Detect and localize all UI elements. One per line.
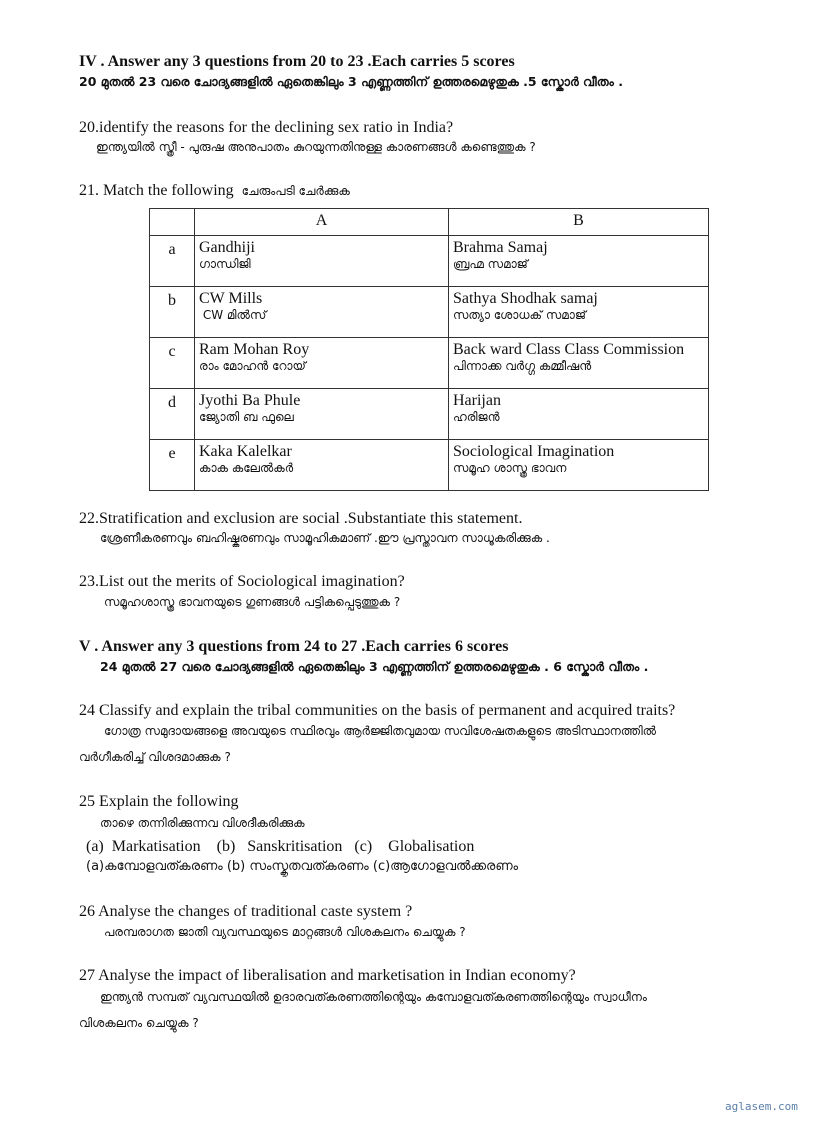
table-row <box>150 236 709 287</box>
section-5-heading: V . Answer any 3 questions from 24 to 27 .Each carries 6 scores <box>79 638 509 655</box>
column-b-cell <box>449 287 709 338</box>
b-ml: സത്യാ ശോധക് സമാജ് <box>453 308 586 322</box>
q20-text: 20.identify the reasons for the declining sex ratio in India? <box>79 119 454 136</box>
q21-text <box>79 182 350 200</box>
column-b-cell <box>449 338 709 389</box>
q22-text-ml: ശ്രേണീകരണവും ബഹിഷ്കരണവും സാമൂഹികമാണ് .ഈ പ്രസ്താവന സാധൂകരിക്കുക . <box>100 531 550 545</box>
a-ml: ഗാന്ധിജി <box>199 257 251 271</box>
a-en: CW Mills <box>199 290 263 307</box>
row-letter: a <box>150 236 195 287</box>
table-row <box>150 338 709 389</box>
watermark: aglasem.com <box>725 1100 798 1113</box>
column-b-cell <box>449 389 709 440</box>
q22-text: 22.Stratification and exclusion are social .Substantiate this statement. <box>79 510 523 527</box>
column-a-cell <box>195 236 449 287</box>
q25-options: (a) Markatisation (b) Sanskritisation (c) Globalisation <box>86 838 475 855</box>
b-ml: ബ്രഹ്മ സമാജ് <box>453 257 528 271</box>
q26-text: 26 Analyse the changes of traditional caste system ? <box>79 903 413 920</box>
q23-text: 23.List out the merits of Sociological imagination? <box>79 573 405 590</box>
q24-text: 24 Classify and explain the tribal communities on the basis of permanent and acquired traits? <box>79 702 676 719</box>
a-ml: കാക കലേൽകർ <box>199 461 294 475</box>
b-en: Sathya Shodhak samaj <box>453 290 598 307</box>
q24-text-ml-1: ഗോത്ര സമുദായങ്ങളെ അവയുടെ സ്ഥിരവും ആർജ്ജിതവുമായ സവിശേഷതകളുടെ അടിസ്ഥാനത്തിൽ <box>104 724 657 738</box>
column-a-cell <box>195 389 449 440</box>
column-a-cell <box>195 440 449 491</box>
q21-text-ml: ചേരുംപടി ചേർക്കുക <box>241 184 350 198</box>
q21-text-en: 21. Match the following <box>79 182 234 199</box>
a-ml: CW മിൽസ് <box>199 308 267 322</box>
b-ml: ഹരിജൻ <box>453 410 500 424</box>
table-row <box>150 440 709 491</box>
header-blank <box>150 209 195 236</box>
header-b: B <box>449 209 709 236</box>
b-ml: സമൂഹ ശാസ്ത്ര ഭാവന <box>453 461 567 475</box>
row-letter: d <box>150 389 195 440</box>
column-a-cell <box>195 287 449 338</box>
a-en: Gandhiji <box>199 239 255 256</box>
match-table <box>149 208 709 491</box>
row-letter: e <box>150 440 195 491</box>
section-4-heading-ml: 20 മുതൽ 23 വരെ ചോദ്യങ്ങളിൽ ഏതെങ്കിലും 3 എണ്ണത്തിന് ഉത്തരമെഴുതുക .5 സ്കോർ വീതം . <box>79 74 623 89</box>
column-a-cell <box>195 338 449 389</box>
table-row <box>150 287 709 338</box>
a-en: Jyothi Ba Phule <box>199 392 301 409</box>
section-5-heading-ml: 24 മുതൽ 27 വരെ ചോദ്യങ്ങളിൽ ഏതെങ്കിലും 3 എണ്ണത്തിന് ഉത്തരമെഴുതുക . 6 സ്കോർ വീതം . <box>100 659 649 674</box>
q27-text-ml-1: ഇന്ത്യൻ സമ്പത് വ്യവസ്ഥയിൽ ഉദാരവത്കരണത്തിന്റെയും കമ്പോളവത്കരണത്തിന്റെയും സ്വാധീനം <box>100 990 647 1004</box>
q24-text-ml-2: വർഗീകരിച്ച് വിശദമാക്കുക ? <box>79 750 231 764</box>
q25-options-ml: (a)കമ്പോളവത്കരണം (b) സംസ്കൃതവത്കരണം (c)ആഗോളവൽക്കരണം <box>86 859 519 874</box>
a-ml: ജ്യോതി ബ ഫുലെ <box>199 410 294 424</box>
q25-text-ml: താഴെ തന്നിരിക്കുന്നവ വിശദീകരിക്കുക <box>100 816 305 830</box>
a-en: Kaka Kalelkar <box>199 443 292 460</box>
column-b-cell <box>449 440 709 491</box>
q27-text-ml-2: വിശകലനം ചെയ്യുക ? <box>79 1016 199 1030</box>
a-en: Ram Mohan Roy <box>199 341 310 358</box>
b-en: Harijan <box>453 392 501 409</box>
q26-text-ml: പരമ്പരാഗത ജാതി വ്യവസ്ഥയുടെ മാറ്റങ്ങൾ വിശകലനം ചെയ്യുക ? <box>104 925 466 939</box>
row-letter: b <box>150 287 195 338</box>
q20-text-ml: ഇന്ത്യയിൽ സ്ത്രീ - പുരുഷ അനുപാതം കുറയുന്നതിനുള്ള കാരണങ്ങൾ കണ്ടെത്തുക ? <box>96 140 536 154</box>
b-en: Brahma Samaj <box>453 239 548 256</box>
column-b-cell <box>449 236 709 287</box>
b-ml: പിന്നാക്ക വർഗ്ഗ കമ്മീഷൻ <box>453 359 592 373</box>
a-ml: രാം മോഹൻ റോയ് <box>199 359 306 373</box>
q27-text: 27 Analyse the impact of liberalisation and marketisation in Indian economy? <box>79 967 576 984</box>
section-4-heading: IV . Answer any 3 questions from 20 to 23 .Each carries 5 scores <box>79 53 515 70</box>
b-en: Sociological Imagination <box>453 443 615 460</box>
header-a: A <box>195 209 449 236</box>
q25-text: 25 Explain the following <box>79 793 239 810</box>
q23-text-ml: സമൂഹശാസ്ത്ര ഭാവനയുടെ ഗുണങ്ങൾ പട്ടികപ്പെടുത്തുക ? <box>104 595 401 609</box>
table-header-row <box>150 209 709 236</box>
row-letter: c <box>150 338 195 389</box>
b-en: Back ward Class Class Commission <box>453 341 685 358</box>
table-row <box>150 389 709 440</box>
